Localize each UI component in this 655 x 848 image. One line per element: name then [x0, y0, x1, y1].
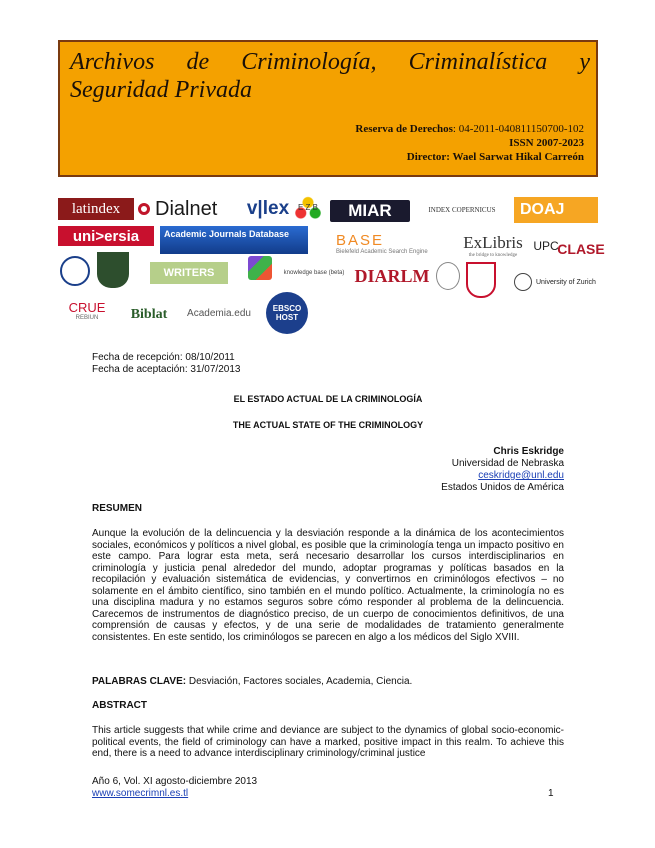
biblat-label: Biblat: [130, 307, 168, 322]
miar-label: MIAR: [348, 201, 392, 220]
author-country: Estados Unidos de América: [441, 482, 564, 493]
director-value: : Wael Sarwat Hikal Carreón: [446, 151, 584, 163]
crue-logo: [60, 292, 114, 328]
vlex-label: v|lex: [246, 198, 290, 219]
ajd-label: Academic Journals Database: [164, 229, 290, 239]
crest-red-icon: [466, 262, 496, 298]
upc-label: UPC: [533, 239, 559, 253]
journal-meta: [355, 122, 584, 164]
crue-label: CRUE: [68, 299, 106, 315]
ebsco-label: EBSCO HOST: [272, 304, 302, 322]
kb-logo: [278, 266, 350, 280]
acceptance-date: Fecha de aceptación: 31/07/2013: [92, 364, 241, 375]
university-seal-icon: [60, 256, 90, 286]
uzh-logo: [514, 270, 598, 294]
universia-logo: [58, 226, 154, 246]
vlex-logo: [248, 197, 288, 221]
journal-title: Archivos de Criminología, Criminalística y Seguridad Privada: [70, 49, 590, 103]
academia-logo: [178, 304, 260, 322]
dialnet-icon: [138, 203, 150, 215]
uzh-label: University of Zurich: [536, 278, 596, 286]
academia-label: Academia.edu: [187, 307, 251, 319]
author-block: [441, 446, 564, 494]
writers-label: WRITERS: [163, 267, 215, 279]
dialnet-logo: [138, 197, 246, 221]
universia-label: uni>ersia: [72, 227, 140, 245]
base-logo: [322, 230, 454, 256]
kb-label: knowledge base (beta): [283, 270, 345, 276]
doaj-logo: [514, 197, 598, 223]
abstract-body: This article suggests that while crime and deviance are subject to the dynamics of global socio-economic-political events, the field of criminology can have a marked, positive impact in this realm. To achieve this end, there is a need to advance interdisciplinary criminology/criminal justice: [92, 725, 564, 759]
article-title-en: THE ACTUAL STATE OF THE CRIMINOLOGY: [232, 420, 424, 430]
issn: ISSN 2007-2023: [509, 137, 584, 149]
miar-logo: [330, 200, 410, 222]
biblat-logo: [124, 298, 174, 332]
diarlm-logo: [356, 264, 428, 288]
author-name: Chris Eskridge: [493, 446, 564, 457]
director-label: Director: [406, 151, 447, 163]
ezb-logo: [290, 192, 326, 222]
dialnet-label: Dialnet: [155, 197, 218, 220]
clase-label: CLASE: [557, 241, 605, 257]
latindex-label: latindex: [71, 200, 121, 217]
rebiun-label: REBIUN: [75, 314, 99, 321]
crest-icon: [97, 252, 129, 288]
exlibris-logo: [458, 232, 528, 258]
resumen-heading: RESUMEN: [92, 503, 143, 514]
keywords: [92, 676, 412, 688]
abstract-heading: ABSTRACT: [92, 700, 147, 711]
keywords-list: Desviación, Factores sociales, Academia, Ciencia.: [186, 676, 413, 687]
base-label: BASE: [336, 231, 385, 249]
writers-logo: [150, 262, 228, 284]
resumen-body: Aunque la evolución de la delincuencia y la desviación responde a la dinámica de los acontecimientos sociales, económicos y políticos a nivel global, es posible que la criminología tenga un impacto positivo en este campo. Para lograr esta meta, será necesario desarrollar los cursos interdisciplinarios en criminología y justicia penal alrededor del mundo, adoptar programas y políticas basados en la recopilación y evaluación sistemática de evidencias, y convertirnos en criminólogos efectivos – no solamente en el ámbito científico, sino también en el mundo político. Actualmente, la criminología no es una disciplina madura y no estamos seguros sobre cómo responder al problema de la delincuencia. Carecemos de instrumentos de diagnóstico preciso, de un cuerpo de conocimientos definitivos, de una comprensión de causas y efectos, y de una serie de modalidades de tratamiento generalmente consistentes. En este sentido, los criminólogos se parecen en algo a los médicos del Siglo XVIII.: [92, 528, 564, 643]
diarlm-label: DIARLM: [354, 265, 430, 286]
clase-logo: [557, 232, 605, 266]
index-copernicus-label: INDEX COPERNICUS: [428, 206, 496, 214]
exlibris-sublabel: the bridge to knowledge: [468, 252, 518, 258]
journal-header: [58, 40, 598, 177]
footer-issue: Año 6, Vol. XI agosto-diciembre 2013: [92, 776, 258, 787]
latindex-logo: [58, 198, 134, 220]
cube-icon: [248, 256, 272, 280]
doaj-label: DOAJ: [520, 201, 565, 218]
author-affiliation: Universidad de Nebraska: [451, 458, 564, 469]
base-sublabel: Bielefeld Academic Search Engine: [336, 248, 428, 255]
reserva-value: : 04-2011-040811150700-102: [452, 123, 584, 135]
ebsco-logo: [266, 292, 308, 334]
footer-url-link[interactable]: www.somecrimnl.es.tl: [92, 788, 189, 799]
ajd-logo: [160, 226, 308, 254]
page-number: 1: [548, 788, 554, 799]
exlibris-label: ExLibris: [463, 232, 523, 252]
ezb-label: E Z B: [297, 202, 318, 212]
author-email-link[interactable]: ceskridge@unl.edu: [478, 470, 564, 481]
reception-date: Fecha de recepción: 08/10/2011: [92, 352, 235, 363]
uzh-seal-icon: [514, 273, 532, 291]
article-title-es: EL ESTADO ACTUAL DE LA CRIMINOLOGÍA: [233, 394, 423, 404]
reserva-label: Reserva de Derechos: [355, 123, 453, 135]
keywords-label: PALABRAS CLAVE:: [92, 676, 187, 687]
seal-icon: [436, 262, 460, 290]
index-copernicus-logo: [414, 197, 510, 223]
